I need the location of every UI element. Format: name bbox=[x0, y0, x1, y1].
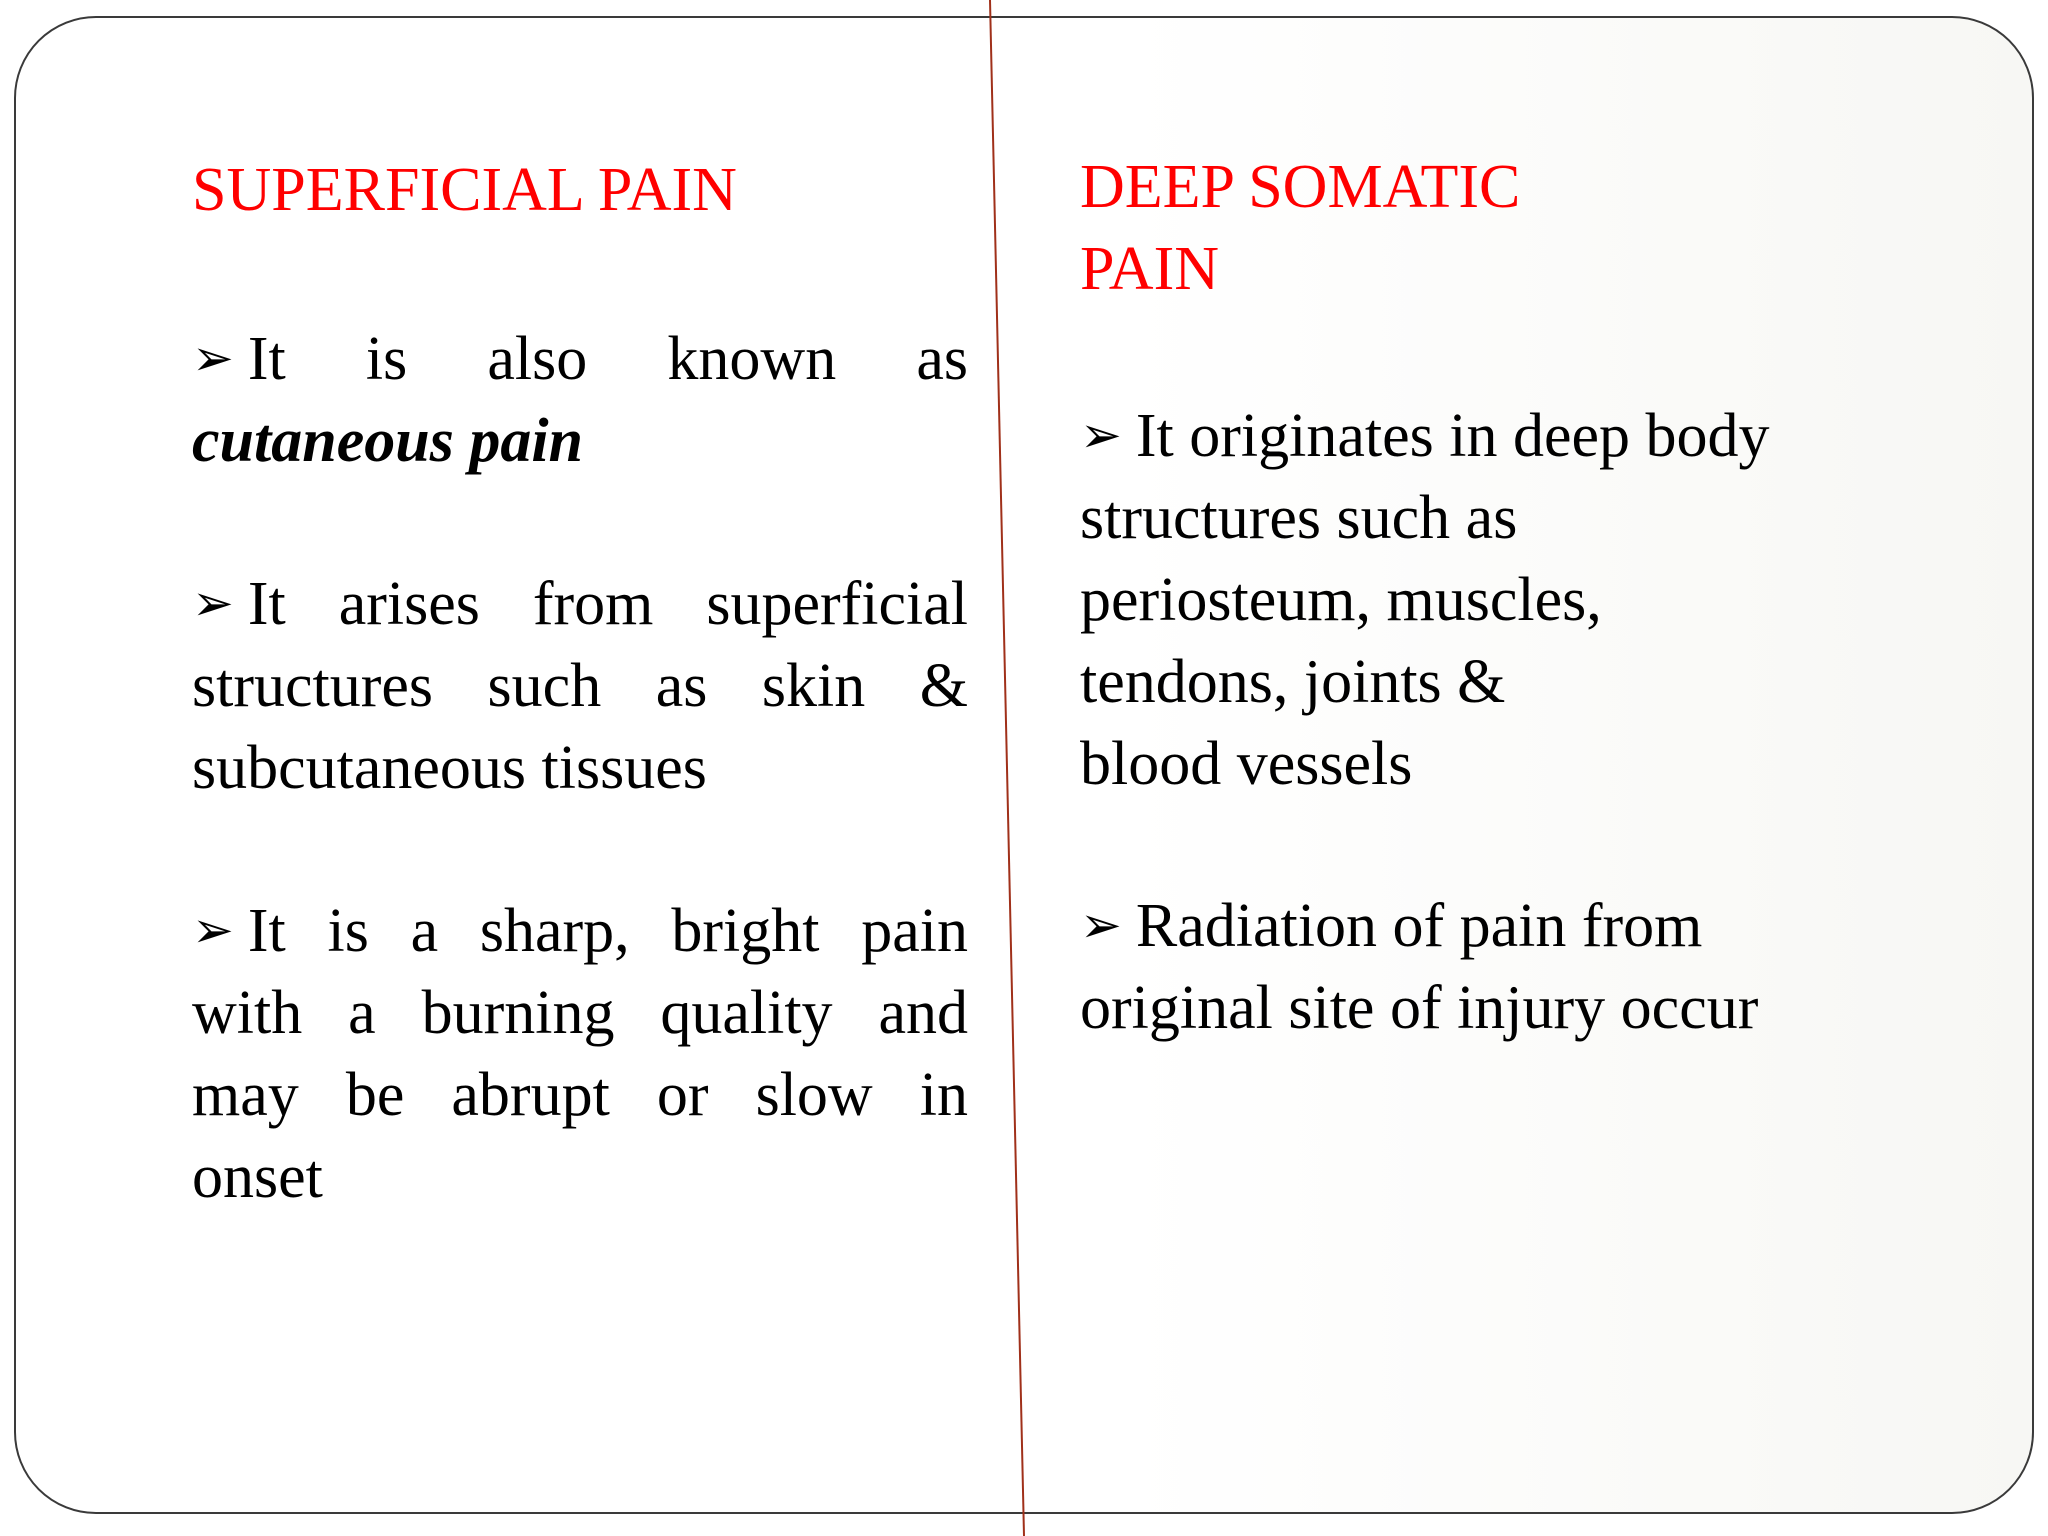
superficial-bullet-3-text: It is a sharp, bright pain bbox=[247, 897, 968, 965]
deep-somatic-bullet-2-line-1 bbox=[1080, 884, 1980, 967]
arrowhead-bullet-icon: ➢ bbox=[1080, 896, 1122, 954]
deep-somatic-bullet-1 bbox=[1080, 394, 1980, 805]
superficial-bullet-3-line-3: may be abrupt or slow in bbox=[192, 1061, 968, 1129]
superficial-bullet-2-text: It arises from superficial bbox=[247, 570, 968, 638]
cutaneous-pain-emphasis: cutaneous pain bbox=[192, 407, 584, 475]
deep-somatic-bullet-1-line-2: structures such as bbox=[1080, 484, 1518, 552]
deep-somatic-bullet-1-line-1 bbox=[1080, 394, 1980, 477]
deep-somatic-bullet-1-line-4: tendons, joints & bbox=[1080, 648, 1506, 716]
superficial-bullet-2 bbox=[192, 562, 968, 809]
deep-somatic-bullet-2 bbox=[1080, 884, 1980, 1049]
arrowhead-bullet-icon: ➢ bbox=[1080, 406, 1122, 464]
arrowhead-bullet-icon: ➢ bbox=[192, 574, 234, 632]
superficial-bullet-2-line-2: structures such as skin & bbox=[192, 652, 968, 720]
deep-somatic-bullet-2-line-2: original site of injury occur bbox=[1080, 974, 1759, 1042]
arrowhead-bullet-icon: ➢ bbox=[192, 901, 234, 959]
superficial-bullet-1-text: It is also known as bbox=[247, 325, 968, 393]
deep-somatic-bullet-1-line-3: periosteum, muscles, bbox=[1080, 566, 1602, 634]
superficial-bullet-1 bbox=[192, 317, 968, 482]
deep-somatic-heading-line-1: DEEP SOMATIC bbox=[1080, 153, 1521, 221]
deep-somatic-bullet-1-line-5: blood vessels bbox=[1080, 730, 1413, 798]
deep-somatic-pain-heading bbox=[1080, 146, 1520, 310]
deep-somatic-heading-line-2: PAIN bbox=[1080, 235, 1219, 303]
superficial-bullet-1-line-1 bbox=[192, 317, 968, 400]
superficial-bullet-2-line-3: subcutaneous tissues bbox=[192, 734, 707, 802]
arrowhead-bullet-icon: ➢ bbox=[192, 329, 234, 387]
superficial-bullet-3-line-1 bbox=[192, 889, 968, 972]
deep-somatic-bullet-2-text: Radiation of pain from bbox=[1135, 892, 1703, 960]
superficial-bullet-3 bbox=[192, 889, 968, 1218]
superficial-bullet-3-line-4: onset bbox=[192, 1143, 323, 1211]
superficial-bullet-3-line-2: with a burning quality and bbox=[192, 979, 968, 1047]
superficial-pain-heading: SUPERFICIAL PAIN bbox=[192, 156, 737, 224]
superficial-bullet-2-line-1 bbox=[192, 562, 968, 645]
deep-somatic-bullet-1-text: It originates in deep body bbox=[1135, 402, 1770, 470]
